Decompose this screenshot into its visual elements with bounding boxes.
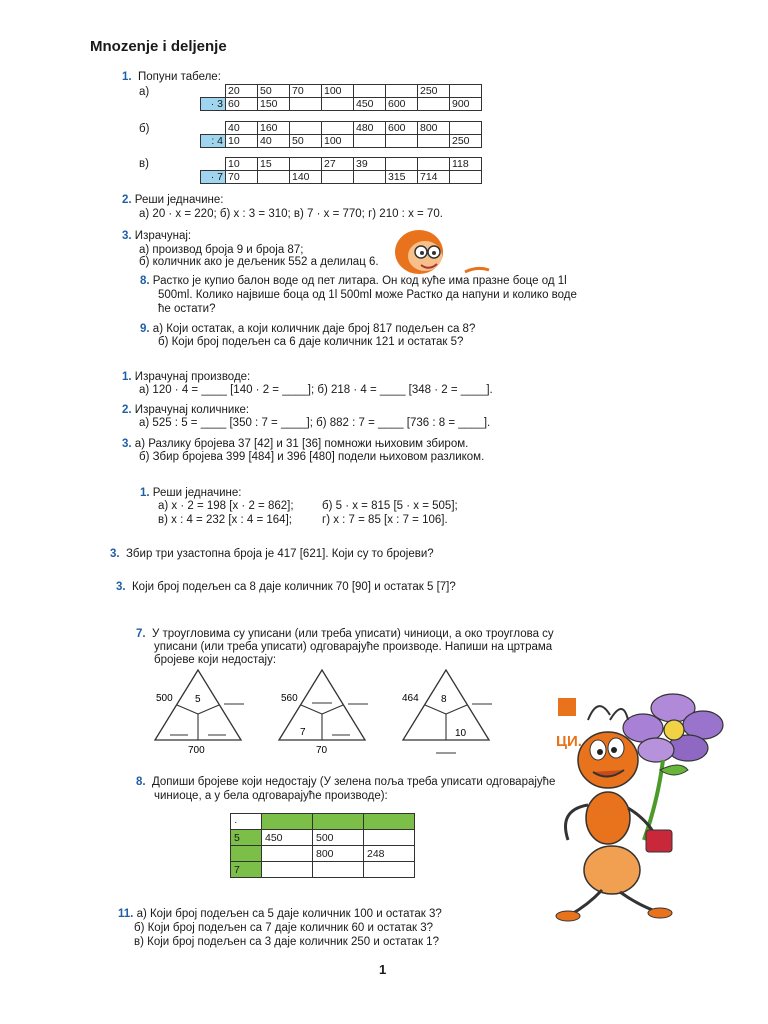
calc-line-a: а) производ броја 9 и броја 87; (139, 244, 304, 256)
ant-arm (566, 805, 589, 840)
table-b (200, 121, 482, 148)
mult-table-row (231, 862, 415, 878)
table-cell: 315 (386, 171, 418, 184)
table-operator-cell: : 4 (201, 135, 226, 148)
table-blank-cell (201, 122, 226, 135)
table-cell: 20 (226, 85, 258, 98)
triangle-2-divider-left (301, 705, 322, 714)
mult-table-header-row (231, 814, 415, 830)
mult-table-cell (262, 862, 313, 878)
division-remainder-l2: б) Који број подељен са 7 даје количник 60 и остатак 3? (134, 922, 434, 934)
ant-antenna (588, 706, 610, 720)
flower-icon (623, 694, 723, 840)
consecutive-problem: 3. Збир три узастопна броја је 417 [621]. Који су то бројеви? (110, 548, 434, 560)
table-cell (354, 85, 386, 98)
equation-a: а) x · 2 = 198 [x · 2 = 862]; (158, 500, 294, 512)
table-cell (386, 85, 418, 98)
table-cell: 40 (226, 122, 258, 135)
sum-difference-problem-l2: б) Збир бројева 399 [484] и 396 [480] подели њиховом разликом. (139, 451, 485, 463)
mult-table (230, 813, 415, 878)
boy-illustration (385, 222, 495, 280)
triangle-2-left-product: 560 (281, 693, 298, 704)
table-row-bottom (201, 171, 482, 184)
table-cell: 50 (290, 135, 322, 148)
mult-table-corner: · (231, 814, 262, 830)
balloon-problem-l2: 500ml. Колико највише боца од 1l 500ml може Растко да напуни и колико воде (158, 289, 577, 301)
table-cell (418, 135, 450, 148)
triangle-1-left-product: 500 (156, 693, 173, 704)
table-cell: 480 (354, 122, 386, 135)
remainder-problem-l2: б) Који број подељен са 6 даје количник 121 и остатак 5? (158, 336, 464, 348)
table-blank-cell (201, 85, 226, 98)
equations-body: а) 20 · x = 220; б) x : 3 = 310; в) 7 · x = 770; г) 210 : x = 70. (139, 208, 443, 220)
table-cell: 10 (226, 135, 258, 148)
triangle-3-inner-top: 8 (441, 694, 447, 705)
table-cell (386, 158, 418, 171)
ant-pupil (611, 747, 617, 753)
mult-table-header-cell (313, 814, 364, 830)
table-cell (418, 158, 450, 171)
triangles-problem-l3: бројеве који недостају: (154, 654, 277, 666)
triangle-3-divider-right (446, 705, 467, 714)
products-heading: 1. Израчунај производе: (122, 371, 251, 383)
page-title: Mnozenje i deljenje (90, 38, 227, 55)
triangle-3-inner-right: 10 (455, 728, 467, 739)
table-cell: 450 (354, 98, 386, 111)
table-row-bottom (201, 135, 482, 148)
calc-line-b: б) количник ако је дељеник 552 а делилац 6. (139, 256, 379, 268)
table-cell: 800 (418, 122, 450, 135)
mult-table-problem: 8. Допиши бројеве који недостају (У зелена поља треба уписати одговарајуће (136, 776, 556, 788)
table-cell: 150 (258, 98, 290, 111)
table-operator-cell: · 3 (201, 98, 226, 111)
table-v (200, 157, 482, 184)
equation-v: в) x : 4 = 232 [x : 4 = 164]; (158, 514, 292, 526)
table-a-label: а) (139, 86, 150, 98)
table-cell: 39 (354, 158, 386, 171)
table-row-top (201, 122, 482, 135)
table-cell (354, 171, 386, 184)
table-cell: 118 (450, 158, 482, 171)
triangle-2-inner-left: 7 (300, 727, 306, 738)
table-row-top (201, 158, 482, 171)
ant-body (586, 792, 630, 844)
table-cell: 160 (258, 122, 290, 135)
table-cell: 70 (290, 85, 322, 98)
table-cell: 15 (258, 158, 290, 171)
flower-stem (644, 760, 663, 840)
division-remainder-problem: 11. а) Који број подељен са 5 даје количник 100 и остатак 3? (118, 908, 442, 920)
equations2-heading: 1. Реши једначине: (140, 487, 242, 499)
table-cell (450, 171, 482, 184)
table-cell: 60 (226, 98, 258, 111)
mult-table-row (231, 846, 415, 862)
flower-leaf (660, 765, 688, 775)
mult-table-row-head: 7 (231, 862, 262, 878)
mult-table-row-head (231, 846, 262, 862)
table-cell: 250 (418, 85, 450, 98)
table-b-label: б) (139, 123, 150, 135)
flower-center (664, 720, 684, 740)
quotients-body: а) 525 : 5 = ____ [350 : 7 = ____]; б) 882 : 7 = ____ [736 : 8 = ____]. (139, 417, 491, 429)
table-cell (450, 85, 482, 98)
table-row-top (201, 85, 482, 98)
triangles-diagram (150, 664, 510, 758)
balloon-problem: 8. Растко је купио балон воде од пет литара. Он код куће има празне боце од 1l (140, 275, 567, 287)
table-cell: 900 (450, 98, 482, 111)
mult-table-cell (364, 830, 415, 846)
table-cell: 27 (322, 158, 354, 171)
ant-leg (570, 890, 602, 915)
mult-table-cell (364, 862, 415, 878)
triangle-2-divider-right (322, 705, 343, 714)
table-cell (354, 135, 386, 148)
mult-table-cell: 450 (262, 830, 313, 846)
sum-difference-problem: 3. а) Разлику бројева 37 [42] и 31 [36] помножи њиховим збиром. (122, 438, 469, 450)
balloon-problem-l3: ће остати? (158, 303, 216, 315)
ant-foot (556, 911, 580, 921)
triangle-1-bottom-product: 700 (188, 745, 205, 756)
gift-box (646, 830, 672, 852)
equation-b: б) 5 · x = 815 [5 · x = 505]; (322, 500, 458, 512)
table-cell: 40 (258, 135, 290, 148)
equations-heading: 2. Реши једначине: (122, 194, 224, 206)
ant-antenna (610, 709, 628, 720)
triangle-3-divider-left (425, 705, 446, 714)
ant-abdomen (584, 846, 640, 894)
triangle-1-divider-right (198, 705, 219, 714)
table-cell: 714 (418, 171, 450, 184)
triangle-2-bottom-product: 70 (316, 745, 328, 756)
calc-heading: 3. Израчунај: (122, 230, 192, 242)
mult-table-cell (262, 846, 313, 862)
ant-foot (648, 908, 672, 918)
mult-table-cell (313, 862, 364, 878)
table-cell: 100 (322, 135, 354, 148)
mult-table-problem-l2: чиниоце, а у бела одговарајуће производе): (154, 790, 388, 802)
table-v-label: в) (139, 158, 149, 170)
mult-table-header-cell (364, 814, 415, 830)
triangle-2 (279, 670, 368, 756)
table-operator-cell: · 7 (201, 171, 226, 184)
boy-eye-right (432, 251, 436, 255)
triangle-1-divider-left (177, 705, 198, 714)
triangle-1 (155, 670, 244, 756)
table-cell (450, 122, 482, 135)
table-cell (322, 98, 354, 111)
table-cell (386, 135, 418, 148)
flower-petal (638, 738, 674, 762)
ant-head (578, 732, 638, 788)
division-problem: 3. Који број подељен са 8 даје количник 70 [90] и остатак 5 [7]? (116, 581, 456, 593)
triangle-3-left-product: 464 (402, 693, 419, 704)
products-body: а) 120 · 4 = ____ [140 · 2 = ____]; б) 218 · 4 = ____ [348 · 2 = ____]. (139, 384, 493, 396)
table-cell: 250 (450, 135, 482, 148)
equation-g: г) x : 7 = 85 [x : 7 = 106]. (322, 514, 448, 526)
table-cell (290, 122, 322, 135)
mult-table-header-cell (262, 814, 313, 830)
mult-table-cell: 800 (313, 846, 364, 862)
ant-flower-illustration (548, 690, 728, 925)
triangle-1-inner-top: 5 (195, 694, 201, 705)
table-cell: 50 (258, 85, 290, 98)
table-cell: 70 (226, 171, 258, 184)
triangles-problem: 7. У троугловима су уписани (или треба уписати) чиниоци, а око троуглова су (136, 628, 554, 640)
table-cell: 600 (386, 122, 418, 135)
table-cell: 140 (290, 171, 322, 184)
remainder-problem: 9. а) Који остатак, а који количник даје број 817 подељен са 8? (140, 323, 476, 335)
ant-pupil (597, 749, 603, 755)
side-text-fragment: ЦИ. (556, 733, 582, 750)
table-blank-cell (201, 158, 226, 171)
mult-table-row-head: 5 (231, 830, 262, 846)
table-cell: 10 (226, 158, 258, 171)
table-cell (290, 158, 322, 171)
table-a (200, 84, 482, 111)
table-cell (322, 171, 354, 184)
mult-table-cell: 500 (313, 830, 364, 846)
tables-heading: 1. Попуни табеле: (122, 71, 221, 83)
table-cell (258, 171, 290, 184)
table-cell: 600 (386, 98, 418, 111)
triangles-problem-l2: уписани (или треба уписати) одговарајуће производе. Напиши на цртрама (154, 641, 553, 653)
table-cell (418, 98, 450, 111)
division-remainder-l3: в) Који број подељен са 3 даје количник 250 и остатак 1? (134, 936, 439, 948)
table-cell: 100 (322, 85, 354, 98)
boy-hand (465, 268, 489, 272)
table-cell (322, 122, 354, 135)
triangle-3 (402, 670, 492, 753)
mult-table-row (231, 830, 415, 846)
quotients-heading: 2. Израчунај количнике: (122, 404, 250, 416)
mult-table-cell: 248 (364, 846, 415, 862)
boy-eye-left (420, 251, 424, 255)
table-row-bottom (201, 98, 482, 111)
table-cell (290, 98, 322, 111)
page-number: 1 (379, 962, 387, 977)
